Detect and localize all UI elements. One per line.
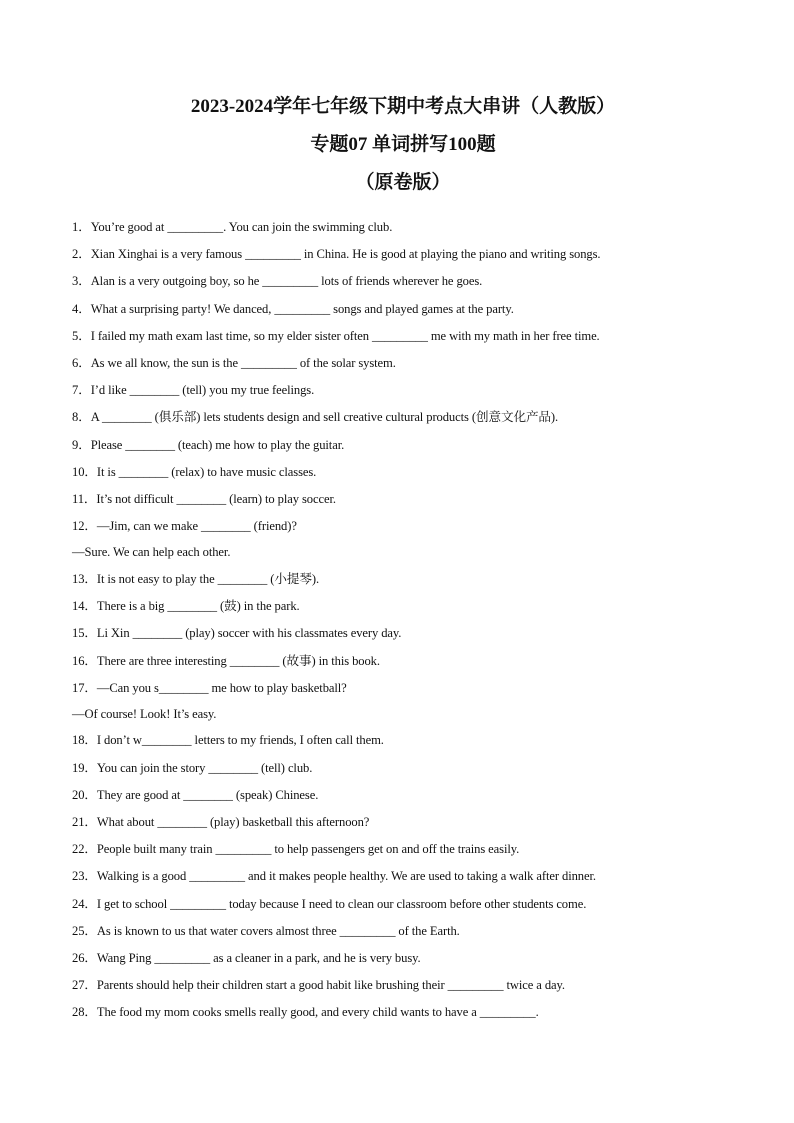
question-item: 13．It is not easy to play the ________ (小提琴). xyxy=(72,571,319,586)
question-item: 6．As we all know, the sun is the _________ of the solar system. xyxy=(72,356,396,371)
question-list xyxy=(72,214,734,1027)
question-item: 22．People built many train _________ to help passengers get on and off the trains easily. xyxy=(72,842,520,857)
question-item: 25．As is known to us that water covers almost three _________ of the Earth. xyxy=(72,923,460,938)
question-item: 18．I don’t w________ letters to my friends, I often call them. xyxy=(72,733,384,748)
question-item: 20．They are good at ________ (speak) Chinese. xyxy=(72,787,319,802)
document-subtitle: 专题07 单词拼写100题 xyxy=(310,134,496,155)
question-item: 12．—Jim, can we make ________ (friend)? xyxy=(72,519,297,534)
question-item: 8．A ________ (俱乐部) lets students design and sell creative cultural products (创意文化产品). xyxy=(72,410,559,425)
question-item: 16．There are three interesting ________ (故事) in this book. xyxy=(72,653,380,668)
question-reply: —Of course! Look! It’s easy. xyxy=(72,706,217,721)
document-title: 2023-2024学年七年级下期中考点大串讲（人教版） xyxy=(190,96,616,117)
question-item: 5．I failed my math exam last time, so my elder sister often _________ me with my math in her free time. xyxy=(72,328,600,343)
question-reply: —Sure. We can help each other. xyxy=(72,545,231,560)
question-item: 23．Walking is a good _________ and it makes people healthy. We are used to taking a walk after dinner. xyxy=(72,869,596,884)
question-item: 1．You’re good at _________. You can join the swimming club. xyxy=(72,220,393,234)
question-item: 7．I’d like ________ (tell) you my true feelings. xyxy=(72,383,315,398)
question-item: 9．Please ________ (teach) me how to play the guitar. xyxy=(72,437,345,452)
question-item: 2．Xian Xinghai is a very famous _________ in China. He is good at playing the piano and writing songs. xyxy=(72,247,601,262)
document-version-label: （原卷版） xyxy=(355,172,451,193)
question-item: 11．It’s not difficult ________ (learn) to play soccer. xyxy=(72,492,336,507)
question-item: 21．What about ________ (play) basketball this afternoon? xyxy=(72,815,370,830)
question-item: 24．I get to school _________ today because I need to clean our classroom before other students come. xyxy=(72,896,587,911)
question-item: 27．Parents should help their children start a good habit like brushing their _________ twice a day. xyxy=(72,978,565,993)
question-item: 4．What a surprising party! We danced, _________ songs and played games at the party. xyxy=(72,301,514,316)
question-item: 17．—Can you s________ me how to play basketball? xyxy=(72,680,347,695)
question-item: 14．There is a big ________ (鼓) in the park. xyxy=(72,599,300,614)
question-item: 19．You can join the story ________ (tell) club. xyxy=(72,760,313,775)
question-item: 10．It is ________ (relax) to have music classes. xyxy=(72,464,317,479)
question-item: 28．The food my mom cooks smells really good, and every child wants to have a _________. xyxy=(72,1005,539,1020)
question-item: 26．Wang Ping _________ as a cleaner in a park, and he is very busy. xyxy=(72,951,421,966)
question-item: 3．Alan is a very outgoing boy, so he _________ lots of friends wherever he goes. xyxy=(72,274,483,289)
question-item: 15．Li Xin ________ (play) soccer with his classmates every day. xyxy=(72,626,402,641)
